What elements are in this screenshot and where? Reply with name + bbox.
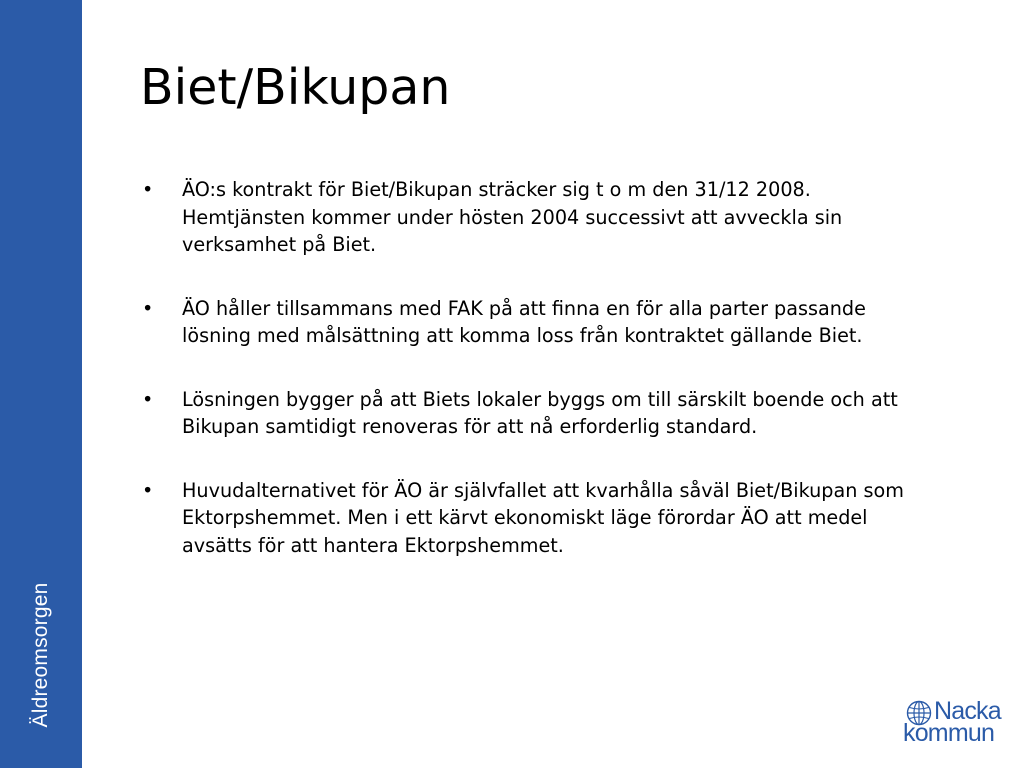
bullet-text: Huvudalternativet för ÄO är självfallet att kvarhålla såväl Biet/Bikupan som Ektorpshemmet. Men i ett kärvt ekonomiskt läge förordar ÄO att medel avsätts för att hantera Ektorpshemmet. xyxy=(182,478,904,557)
logo-text-nacka: Nacka xyxy=(934,697,1001,725)
bullet-text: Lösningen bygger på att Biets lokaler byggs om till särskilt boende och att Bikupan samtidigt renoveras för att nå erforderlig standard. xyxy=(182,387,898,438)
bullet-item xyxy=(142,176,912,259)
bullet-list xyxy=(142,176,912,595)
nacka-kommun-logo xyxy=(903,696,1007,748)
bullet-dot: • xyxy=(142,296,154,320)
bullet-dot: • xyxy=(142,387,154,411)
sidebar xyxy=(0,0,82,768)
bullet-text: ÄO:s kontrakt för Biet/Bikupan sträcker sig t o m den 31/12 2008. Hemtjänsten kommer under hösten 2004 successivt att avveckla sin verksamhet på Biet. xyxy=(182,178,843,256)
bullet-item xyxy=(142,386,912,441)
sidebar-label: Äldreomsorgen xyxy=(29,582,52,728)
bullet-item xyxy=(142,295,912,350)
bullet-item xyxy=(142,477,912,560)
bullet-text: ÄO håller tillsammans med FAK på att finna en för alla parter passande lösning med målsättning att komma loss från kontraktet gällande Biet. xyxy=(182,296,866,347)
bullet-dot: • xyxy=(142,178,154,201)
bullet-dot: • xyxy=(142,478,154,502)
logo-text-kommun: kommun xyxy=(903,719,995,747)
slide-title: Biet/Bikupan xyxy=(140,59,451,116)
